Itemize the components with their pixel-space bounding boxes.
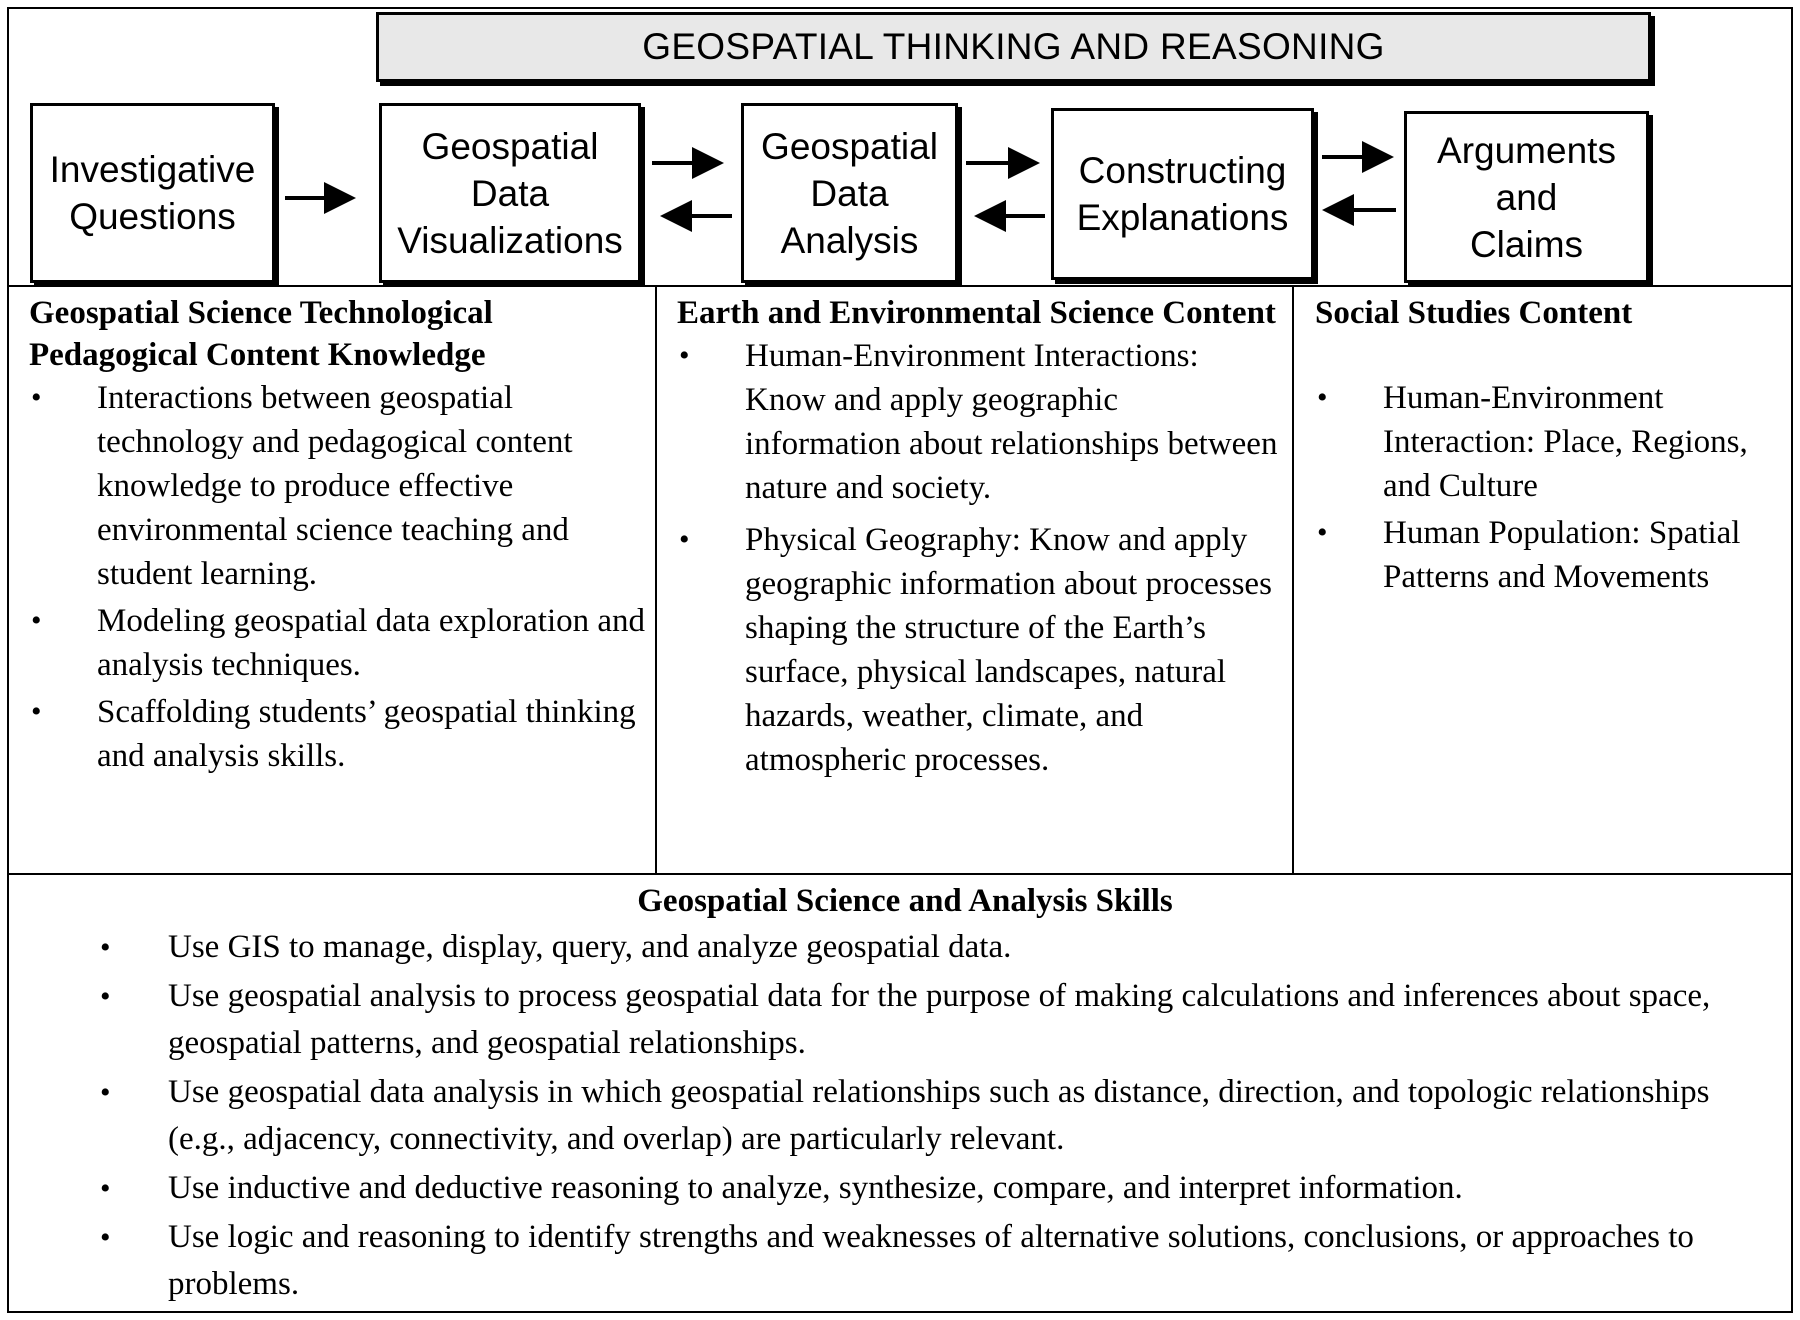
step-constructing-explanations: Constructing Explanations: [1051, 108, 1314, 280]
step-geospatial-data-visualizations: Geospatial Data Visualizations: [379, 103, 641, 283]
list-item: • Human Population: Spatial Patterns and Movements: [1315, 511, 1785, 599]
banner-geospatial-thinking: GEOSPATIAL THINKING AND REASONING: [376, 12, 1651, 82]
list-item: • Use GIS to manage, display, query, and analyze geospatial data.: [100, 924, 1760, 971]
tpck-list: [29, 376, 649, 778]
list-item: • Use geospatial analysis to process geospatial data for the purpose of making calculations and inferences about space, geospatial patterns, and geospatial relationships.: [100, 973, 1760, 1067]
list-item: • Use geospatial data analysis in which geospatial relationships such as distance, direction, and topologic relationships (e.g., adjacency, connectivity, and overlap) are particularly relevant.: [100, 1069, 1760, 1163]
skills-list: [100, 924, 1760, 1308]
tpck-column: [29, 292, 649, 781]
list-item: • Human-Environment Interaction: Place, Regions, and Culture: [1315, 376, 1785, 508]
divider-middle: [7, 873, 1793, 875]
column-divider-1: [655, 285, 657, 875]
list-item: • Modeling geospatial data exploration and analysis techniques.: [29, 599, 649, 687]
earth-science-title: Earth and Environmental Science Content: [677, 295, 1276, 331]
skills-section: [100, 880, 1760, 1310]
skills-title: Geospatial Science and Analysis Skills: [637, 883, 1173, 919]
list-item: • Scaffolding students’ geospatial thinking and analysis skills.: [29, 690, 649, 778]
social-studies-title: Social Studies Content: [1315, 295, 1633, 331]
list-item: • Physical Geography: Know and apply geographic information about processes shaping the structure of the Earth’s surface, physical landscapes, natural hazards, weather, climate, and atmospheric processes.: [677, 518, 1282, 782]
list-item: • Interactions between geospatial technology and pedagogical content knowledge to produce effective environmental science teaching and student learning.: [29, 376, 649, 596]
social-studies-list: [1315, 376, 1785, 599]
list-item: • Human-Environment Interactions: Know and apply geographic information about relationships between nature and society.: [677, 334, 1282, 510]
step-arguments-and-claims: Arguments and Claims: [1404, 111, 1649, 283]
list-item: • Use inductive and deductive reasoning to analyze, synthesize, compare, and interpret information.: [100, 1165, 1760, 1212]
step-geospatial-data-analysis: Geospatial Data Analysis: [741, 103, 958, 283]
divider-top: [7, 285, 1793, 287]
earth-science-column: [677, 292, 1282, 790]
step-investigative-questions: Investigative Questions: [30, 103, 275, 283]
column-divider-2: [1292, 285, 1294, 875]
earth-science-list: [677, 334, 1282, 782]
list-item: • Use logic and reasoning to identify strengths and weaknesses of alternative solutions, conclusions, or approaches to problems.: [100, 1214, 1760, 1308]
tpck-title: Geospatial Science Technological Pedagogical Content Knowledge: [29, 295, 493, 373]
social-studies-column: [1315, 292, 1785, 602]
